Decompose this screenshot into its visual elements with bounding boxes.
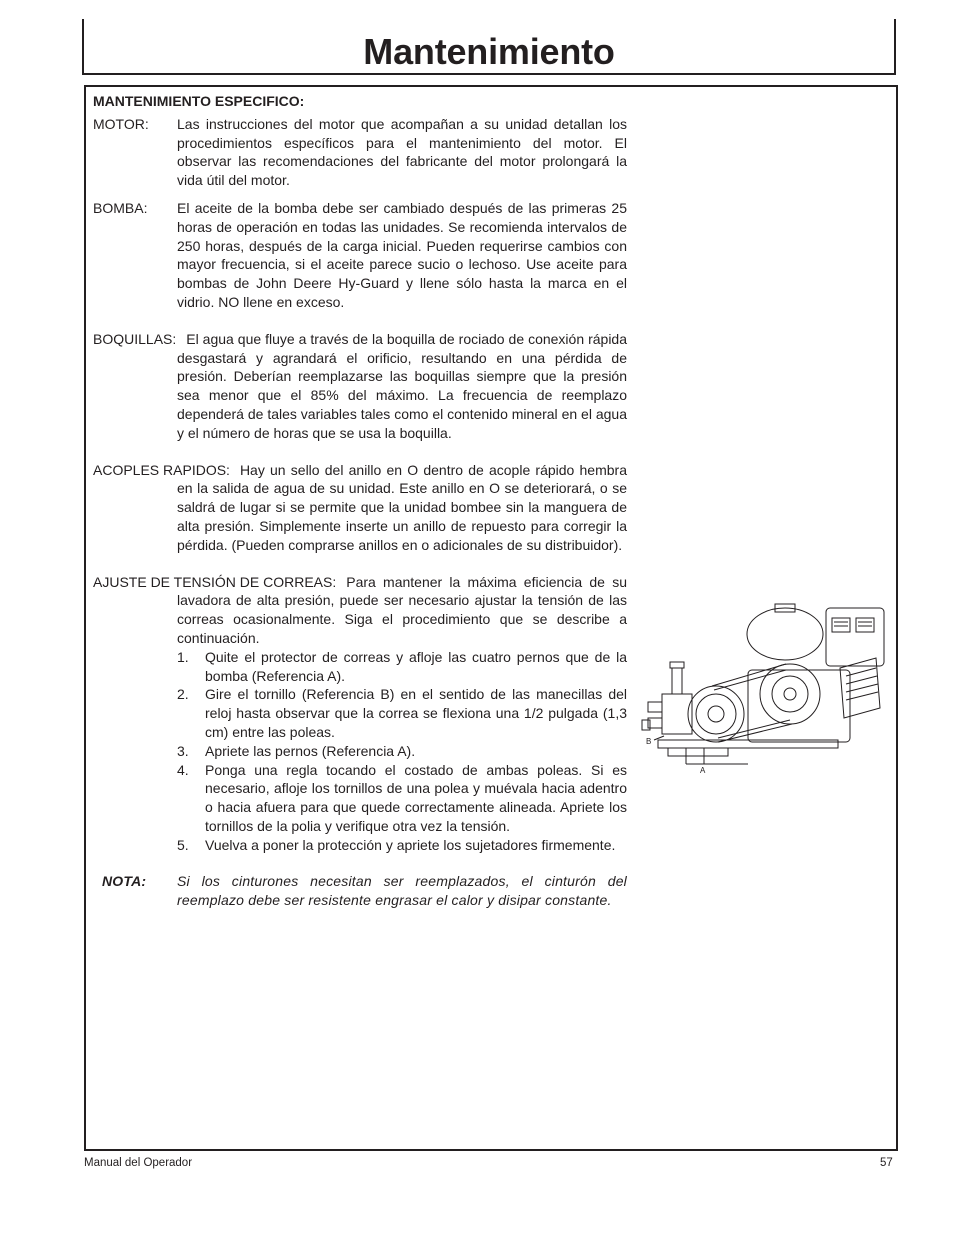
ajuste-label: AJUSTE DE TENSIÓN DE CORREAS: xyxy=(93,573,337,590)
acoples-paragraph xyxy=(93,461,627,555)
air-filter-vent xyxy=(832,618,850,632)
step-text: Ponga una regla tocando el costado de ambas poleas. Si es necesario, afloje los tornillos de una polea y muévala hacia adentro o hacia afuera para que quede correctamente alineada. Apriete los tornillos de la polia y verifique otra vez la tensión. xyxy=(205,761,627,834)
screw-b-leader xyxy=(654,736,664,740)
unloader-valve xyxy=(672,668,682,694)
text-column xyxy=(93,92,627,910)
base-foot xyxy=(668,748,728,756)
figure-label-a: A xyxy=(700,766,706,775)
drive-belt xyxy=(712,664,786,686)
note-label: NOTA: xyxy=(102,873,147,890)
list-item xyxy=(177,742,627,761)
bomba-label: BOMBA: xyxy=(93,199,148,216)
step-text: Gire el tornillo (Referencia B) en el sentido de las manecillas del reloj hasta observar que la correa se flexiona una 1/2 pulgada (1,3 cm) entre las poleas. xyxy=(205,686,627,740)
ajuste-paragraph xyxy=(93,573,627,648)
step-text: Quite el protector de correas y afloje las cuatro pernos que de la bomba (Referencia A). xyxy=(205,648,627,684)
step-number: 3. xyxy=(177,742,189,759)
page-number: 57 xyxy=(880,1157,893,1169)
bomba-paragraph xyxy=(93,199,627,312)
step-number: 4. xyxy=(177,761,189,778)
ajuste-text: Para mantener la máxima eficiencia de su lavadora de alta presión, puede ser necesario ajustar la tensión de las correas ocasionalmente. Siga el procedimiento que se describe a continuación. xyxy=(177,573,627,646)
footer-manual-name: Manual del Operador xyxy=(84,1157,193,1169)
fuel-tank xyxy=(747,608,823,660)
motor-paragraph xyxy=(93,115,627,190)
list-item xyxy=(177,836,627,855)
boquillas-label: BOQUILLAS: xyxy=(93,330,177,347)
list-item xyxy=(177,685,627,741)
page-title: Mantenimiento xyxy=(363,31,615,72)
note-paragraph xyxy=(93,872,627,910)
engine-pulley xyxy=(760,664,820,724)
step-text: Vuelva a poner la protección y apriete los sujetadores firmemente. xyxy=(205,836,616,853)
section-heading: MANTENIMIENTO ESPECIFICO: xyxy=(93,93,305,109)
acoples-label: ACOPLES RAPIDOS: xyxy=(93,461,230,478)
boquillas-paragraph xyxy=(93,330,627,443)
pressure-washer-diagram xyxy=(640,598,890,778)
air-filter-vent xyxy=(856,618,874,632)
step-number: 2. xyxy=(177,686,189,703)
list-item xyxy=(177,761,627,836)
air-filter-housing xyxy=(826,608,884,666)
motor-label: MOTOR: xyxy=(93,115,149,132)
boquillas-text: El agua que fluye a través de la boquilla de rociado de conexión rápida desgastará y agrandará el orificio, resultando en una pérdida de presión. Deberían reemplazarse las boquillas siempre que la presión sea menor que el 85% del máximo. La frecuencia de reemplazo dependerá de tales variables tales como el contenido mineral en el agua y el número de horas que se usa la boquilla. xyxy=(177,330,627,441)
header-frame xyxy=(82,19,896,75)
list-item xyxy=(177,648,627,686)
note-text: Si los cinturones necesitan ser reemplazados, el cinturón del reemplazo debe ser resistente engrasar el calor y disipar constante. xyxy=(177,873,627,909)
step-number: 1. xyxy=(177,648,189,665)
bomba-text: El aceite de la bomba debe ser cambiado después de las primeras 25 horas de operación en todas las unidades. Se recomienda intervalos de 250 horas, después de la carga inicial. Pueden requerirse cambios con mayor frecuencia, si el aceite parece sucio o lechoso. Use aceite para bombas de John Deere Hy-Guard y llene sólo hasta la marca en el vidrio. NO llene en exceso. xyxy=(177,199,627,310)
steps-list xyxy=(93,648,627,855)
figure-label-b: B xyxy=(646,737,652,746)
step-text: Apriete las pernos (Referencia A). xyxy=(205,742,416,759)
motor-text: Las instrucciones del motor que acompañan a su unidad detallan los procedimientos específicos para el mantenimiento del motor. El observar las recomendaciones del fabricante del motor prolongará la vida útil del motor. xyxy=(177,115,627,189)
acoples-text: Hay un sello del anillo en O dentro de acople rápido hembra en la salida de agua de su unidad. Este anillo en O se deteriorará, o se saldrá de lugar si se permite que la unidad bombee sin la manguera de alta presión. Simplemente inserte un anillo de repuesto para corregir la pérdida. (Pueden comprarse anillos en o adicionales de su distribuidor). xyxy=(177,461,627,553)
base-plate xyxy=(658,740,838,748)
step-number: 5. xyxy=(177,836,189,853)
